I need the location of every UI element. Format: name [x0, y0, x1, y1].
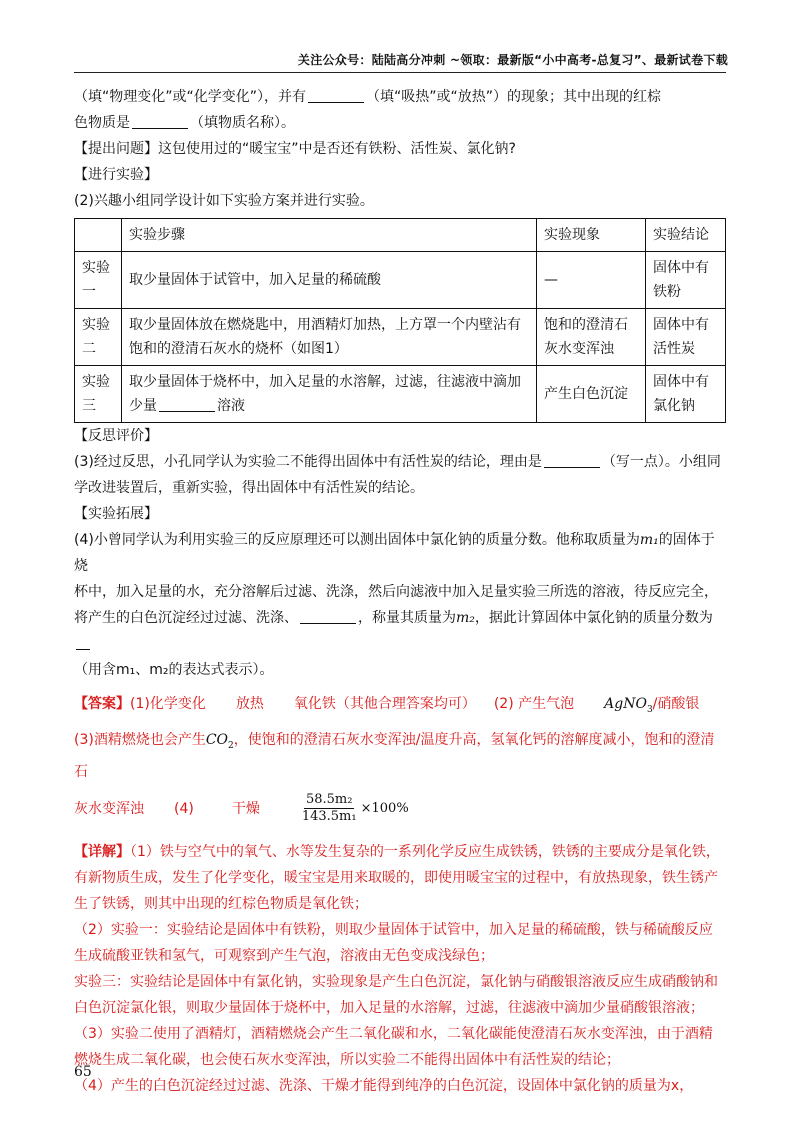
intro-line-2: 色物质是 （填物质名称）。: [74, 115, 295, 131]
row-step: 取少量固体于试管中，加入足量的稀硫酸: [122, 252, 537, 309]
table-header-cell: 实验结论: [646, 219, 726, 252]
extension-line-4: （用含m₁、m₂的表达式表示）。: [74, 662, 274, 678]
answer-blank[interactable]: [308, 88, 364, 103]
question-line: 【提出问题】这包使用过的“暖宝宝”中是否还有铁粉、活性炭、氯化钠?: [74, 141, 516, 157]
detail-line: 生了铁锈，则其中出现的红棕色物质是氧化铁；: [74, 895, 368, 912]
page-header: 关注公众号：陆陆高分冲刺 ~领取：最新版“小中高考-总复习”、最新试卷下载: [297, 53, 728, 67]
header-divider: [74, 72, 726, 73]
table-header-cell: [75, 219, 122, 252]
table-header-cell: 实验步骤: [122, 219, 537, 252]
mass-fraction-formula: $\frac{\text{58.5m₂}}{\text{143.5m₁}}$: [301, 792, 357, 825]
document-body: [74, 84, 726, 1099]
page-number: 65: [74, 1064, 92, 1080]
row-conclusion: 固体中有铁粉: [646, 252, 726, 309]
row-phenomenon: 产生白色沉淀: [537, 366, 646, 423]
table-header-row: [75, 219, 726, 252]
detail-line: （3）实验二使用了酒精灯，酒精燃烧会产生二氧化碳和水，二氧化碳能使澄清石灰水变浑浊，由于酒精: [74, 1025, 713, 1042]
experiment-intro: (2)兴趣小组同学设计如下实验方案并进行实验。: [74, 193, 374, 209]
detail-line: 白色沉淀氯化银，则取少量固体于烧杯中，加入足量的水溶解，过滤，往滤液中滴加少量硝酸银溶液；: [74, 999, 704, 1016]
row-name: 实验一: [75, 252, 122, 309]
reflection-line-1: (3)经过反思，小孔同学认为实验二不能得出固体中有活性炭的结论，理由是 （写一点）。小组同: [74, 454, 721, 470]
table-row: [75, 366, 726, 423]
row-conclusion: 固体中有氯化钠: [646, 366, 726, 423]
row-conclusion: 固体中有活性炭: [646, 309, 726, 366]
row-phenomenon: 饱和的澄清石灰水变浑浊: [537, 309, 646, 366]
co2-formula: $CO_2$: [205, 731, 234, 751]
extension-heading: 【实验拓展】: [74, 506, 158, 522]
row-step: 取少量固体于烧杯中，加入足量的水溶解，过滤，往滤液中滴加少量 溶液: [122, 366, 537, 423]
detail-line: 燃烧生成二氧化碳，也会使石灰水变浑浊，所以实验二不能得出固体中有活性炭的结论；: [74, 1051, 620, 1068]
answer-label: 【答案】: [74, 696, 130, 712]
reflection-heading: 【反思评价】: [74, 428, 158, 444]
answer-blank[interactable]: [544, 453, 600, 468]
m2-symbol: m₂: [456, 610, 475, 626]
reflection-line-2: 学改进装置后，重新实验，得出固体中有活性炭的结论。: [74, 480, 424, 496]
table-row: [75, 309, 726, 366]
experiment-heading: 【进行实验】: [74, 167, 158, 183]
detail-line: （2）实验一：实验结论是固体中有铁粉，则取少量固体于试管中，加入足量的稀硫酸，铁与稀硫酸反应: [74, 921, 713, 938]
detail-line: 实验三：实验结论是固体中有氯化钠，实验现象是产生白色沉淀，氯化钠与硝酸银溶液反应生成硝酸钠和: [74, 973, 718, 990]
agno3-formula: AgNO$_3$: [604, 696, 653, 715]
answer-blank[interactable]: [300, 609, 356, 624]
row-name: 实验三: [75, 366, 122, 423]
detail-line: （4）产生的白色沉淀经过过滤、洗涤、干燥才能得到纯净的白色沉淀，设固体中氯化钠的质量为x，: [74, 1077, 694, 1094]
extension-line-1: (4)小曾同学认为利用实验三的反应原理还可以测出固体中氯化钠的质量分数。他称取质量为m₁的固体于烧: [74, 532, 715, 574]
row-step: 取少量固体放在燃烧匙中，用酒精灯加热，上方罩一个内壁沾有饱和的澄清石灰水的烧杯（如图1）: [122, 309, 537, 366]
extension-line-2: 杯中，加入足量的水，充分溶解后过滤、洗涤，然后向滤液中加入足量实验三所选的溶液，待反应完全，: [74, 584, 718, 600]
row-name: 实验二: [75, 309, 122, 366]
answer-line-3: 灰水变浑浊 (4) 干燥 $\frac{\text{58.5m₂}}{\text{143.5m₁}}$ ×100%: [74, 792, 409, 825]
table-header-cell: 实验现象: [537, 219, 646, 252]
answer-line-2: (3)酒精燃烧也会产生$CO_2$，使饱和的澄清石灰水变浑浊/温度升高，氢氧化钙的溶解度减小，饱和的澄清石: [74, 731, 715, 780]
detail-line: 有新物质生成，发生了化学变化，暖宝宝是用来取暖的，即使用暖宝宝的过程中，有放热现象，铁生锈产: [74, 869, 718, 886]
detail-line: 生成硫酸亚铁和氢气，可观察到产生气泡，溶液由无色变成浅绿色；: [74, 947, 494, 964]
answer-blank[interactable]: [132, 114, 188, 129]
intro-line-1: （填“物理变化”或“化学变化”），并有 （填“吸热”或“放热”）的现象；其中出现的红棕: [74, 89, 662, 105]
table-row: [75, 252, 726, 309]
answer-line-1: 【答案】(1)化学变化 放热 氧化铁（其他合理答案均可） (2) 产生气泡 AgNO$_3$/硝酸银: [74, 696, 700, 715]
detail-line: 【详解】（1）铁与空气中的氧气、水等发生复杂的一系列化学反应生成铁锈，铁锈的主要成分是氧化铁，: [74, 843, 720, 860]
answer-blank[interactable]: [76, 635, 90, 650]
detail-label: 【详解】: [74, 843, 130, 860]
extension-line-3: 将产生的白色沉淀经过过滤、洗涤、 ，称量其质量为m₂，据此计算固体中氯化钠的质量分数为: [74, 605, 726, 657]
answer-blank[interactable]: [159, 397, 215, 412]
m1-symbol: m₁: [639, 532, 659, 548]
experiment-table: [74, 218, 726, 423]
row-phenomenon: —: [537, 252, 646, 309]
